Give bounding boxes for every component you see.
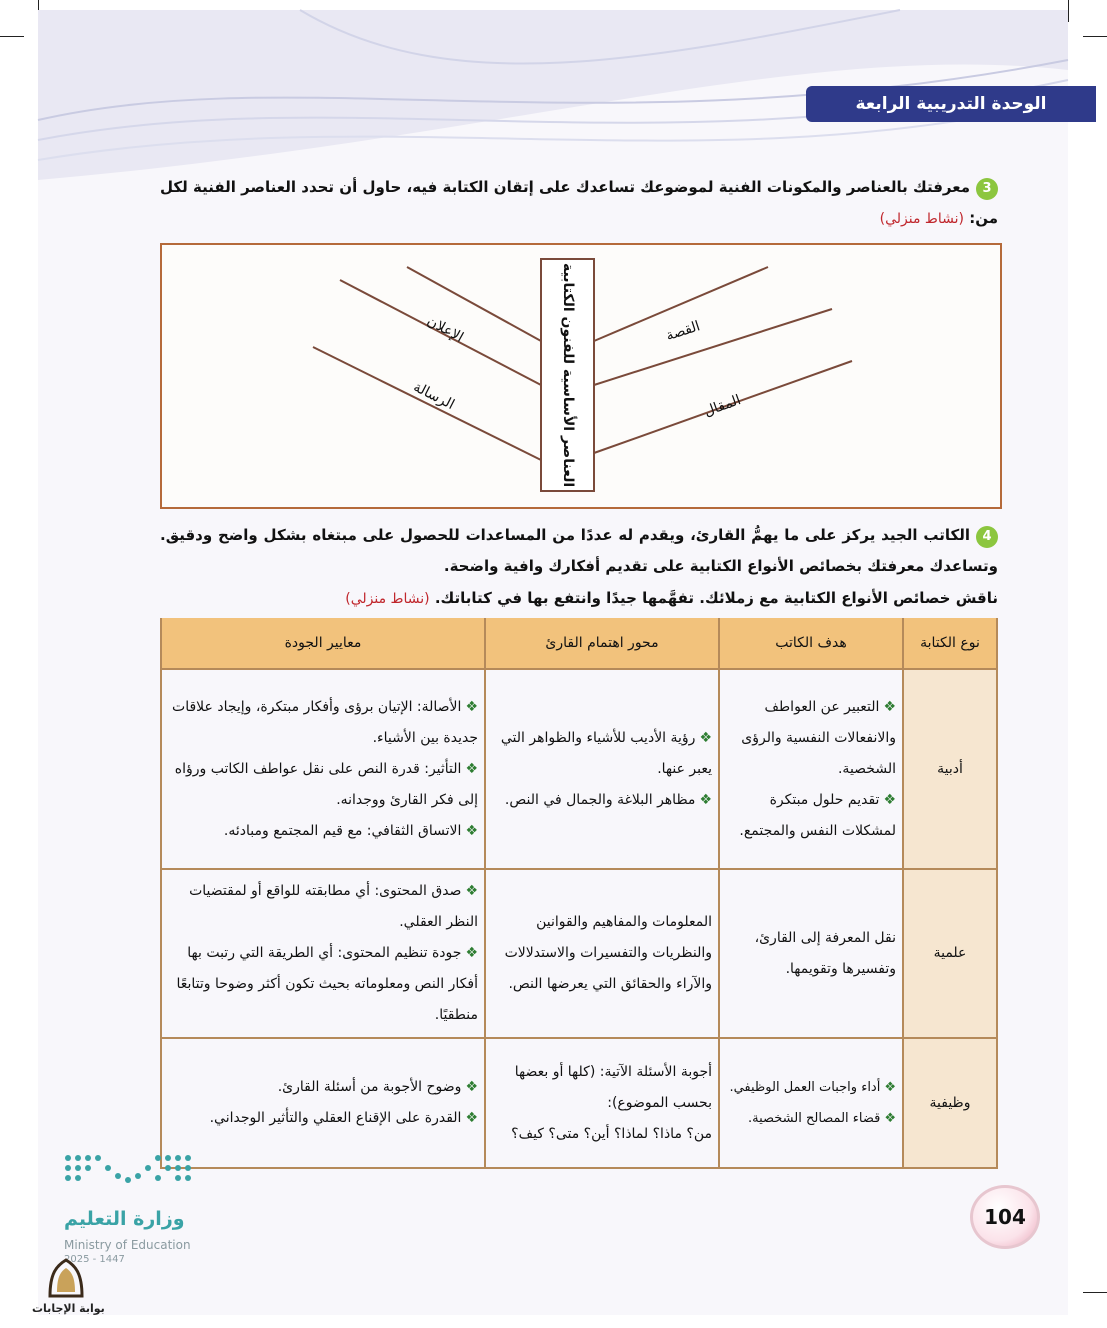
question-4-task-text: ناقش خصائص الأنواع الكتابية مع زملائك. تفهَّمها جيدًا وانتفع بها في كتاباتك. [434,589,998,607]
writing-elements-diagram [160,243,1002,509]
goal-cell [719,1038,903,1168]
list-item: ❖التعبير عن العواطف والانفعالات النفسية والرؤى الشخصية. [741,698,896,777]
table-row [161,669,997,869]
header-writer-goal: هدف الكاتب [719,618,903,669]
quality-cell [161,869,485,1038]
branch-label-letter: الرسالة [410,379,457,414]
branch-label-story: القصة [664,318,703,345]
diagram-center-label: العناصر الأساسية للفنون الكتابية [560,262,576,488]
list-item: ❖تقديم حلول مبتكرة لمشكلات النفس والمجتمع. [739,791,896,839]
question-3-text: معرفتك بالعناصر والمكونات الفنية لموضوعك تساعدك على إتقان الكتابة فيه، حاول أن تحدد العناصر الفنية لكل من: [160,178,998,227]
branch-label-article: المقال [702,392,743,421]
question-4-text: الكاتب الجيد يركز على ما يهمُّ القارئ، ويقدم له عددًا من المساعدات للحصول على مبتغاه بشكل واضح ودقيق. وتساعدك معرفتك بخصائص الأنواع الكتابية على تقديم أفكارك وافية واضحة. [160,526,998,575]
table-header-row [161,618,997,669]
reader-cell [485,669,719,869]
list-item: من؟ ماذا؟ لماذا؟ أين؟ متى؟ كيف؟ [511,1125,712,1142]
header-quality-criteria: معايير الجودة [161,618,485,669]
header-reader-focus: محور اهتمام القارئ [485,618,719,669]
question-3 [160,172,998,235]
list-item: ❖وضوح الأجوبة من أسئلة القارئ. [277,1079,478,1095]
question-number-badge: 3 [976,178,998,200]
list-item: ❖صدق المحتوى: أي مطابقته للواقع أو لمقتضيات النظر العقلي. [189,883,478,930]
table-row [161,1038,997,1168]
list-item: ❖الأصالة: الإتيان برؤى وأفكار مبتكرة، وإيجاد علاقات جديدة بين الأشياء. [172,698,478,746]
ministry-name-english: Ministry of Education [64,1238,191,1252]
ministry-year: 2025 - 1447 [64,1254,125,1265]
writing-genres-table [160,618,998,1169]
ministry-name-arabic: وزارة التعليم [64,1208,185,1230]
question-4-task [160,583,998,615]
home-activity-label: (نشاط منزلي) [345,591,430,607]
unit-title-banner: الوحدة التدريبية الرابعة [806,86,1096,122]
goal-cell [719,869,903,1038]
list-item: ❖قضاء المصالح الشخصية. [747,1111,896,1126]
portal-logo-icon [46,1258,86,1298]
type-cell: وظيفية [903,1038,997,1168]
crop-mark [1083,1292,1107,1293]
page-number: 104 [970,1185,1040,1249]
type-cell: علمية [903,869,997,1038]
portal-name: بوابة الإجابات [32,1302,105,1315]
list-item: ❖رؤية الأديب للأشياء والظواهر التي يعبر عنها. [500,729,712,777]
question-4 [160,520,998,582]
header-writing-type: نوع الكتابة [903,618,997,669]
list-item: المعلومات والمفاهيم والقوانين والنظريات والتفسيرات والاستدلالات والآراء والحقائق التي يعرضها النص. [504,914,712,992]
list-item: ❖أداء واجبات العمل الوظيفي. [729,1080,896,1095]
home-activity-label: (نشاط منزلي) [879,211,964,227]
list-item: أجوبة الأسئلة الآتية: (كلها أو بعضها بحسب الموضوع): [514,1063,712,1111]
reader-cell [485,1038,719,1168]
list-item: ❖جودة تنظيم المحتوى: أي الطريقة التي رتبت بها أفكار النص ومعلوماته بحيث تكون أكثر وضوحا وتتابعًا منطقيًا. [176,945,478,1023]
question-number-badge: 4 [976,526,998,548]
list-item: ❖الاتساق الثقافي: مع قيم المجتمع ومبادئه. [223,822,478,839]
list-item: ❖مظاهر البلاغة والجمال في النص. [504,791,712,808]
goal-cell [719,669,903,869]
list-item: ❖التأثير: قدرة النص على نقل عواطف الكاتب ورؤاه إلى فكر القارئ ووجدانه. [174,760,478,808]
quality-cell [161,1038,485,1168]
quality-cell [161,669,485,869]
table-row [161,869,997,1038]
list-item: نقل المعرفة إلى القارئ، وتفسيرها وتقويمها. [754,929,896,977]
type-cell: أدبية [903,669,997,869]
branch-label-advertisement: الإعلان [424,313,467,346]
reader-cell [485,869,719,1038]
list-item: ❖القدرة على الإقناع العقلي والتأثير الوجداني. [209,1110,478,1126]
